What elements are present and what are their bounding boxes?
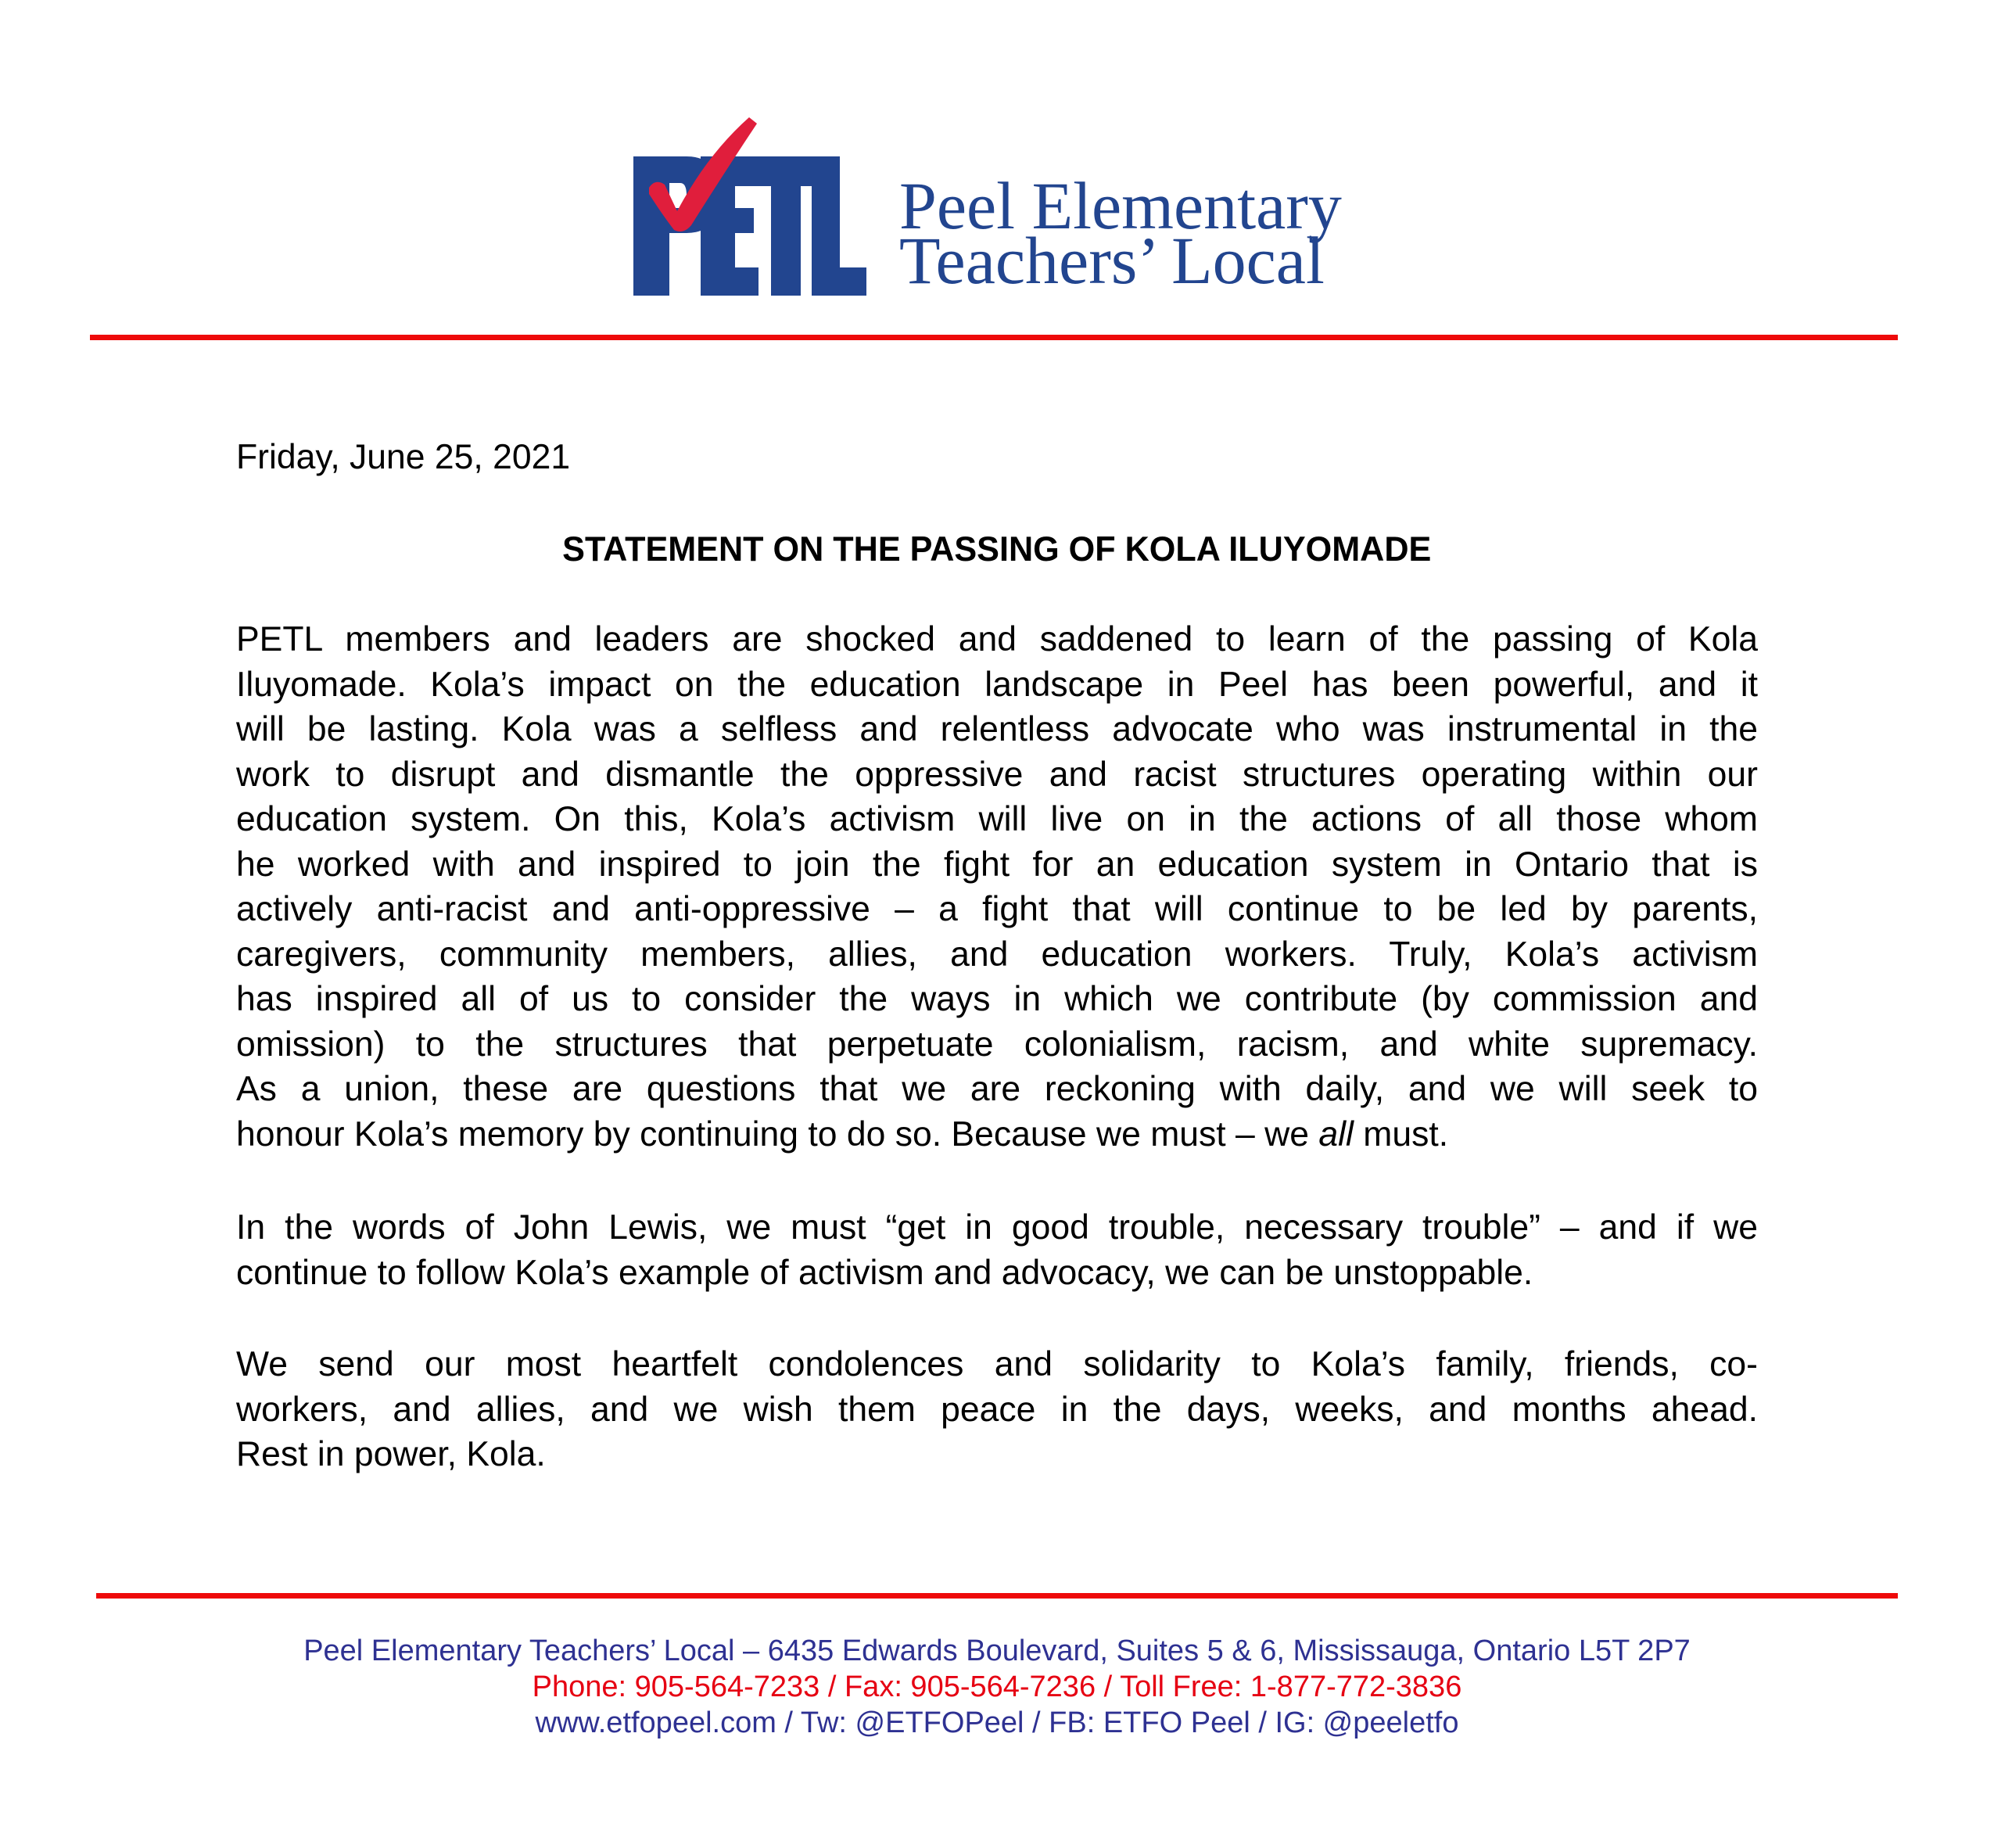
final-line-end: must.	[1353, 1114, 1449, 1154]
paragraph-line-final	[236, 1112, 1758, 1157]
emphasis-all: all	[1318, 1114, 1354, 1154]
final-line-text: honour Kola’s memory by continuing to do so. Because we must – we	[236, 1114, 1319, 1154]
paragraph-line: omission) to the structures that perpetuate colonialism, racism, and white supremacy.	[236, 1024, 1758, 1064]
header-divider	[90, 335, 1898, 340]
footer-phones: Phone: 905-564-7233 / Fax: 905-564-7236 / Toll Free: 1-877-772-3836	[532, 1670, 1462, 1703]
paragraph-line: actively anti-racist and anti-oppressive – a fight that will continue to be led by parents,	[236, 890, 1758, 928]
footer-address: Peel Elementary Teachers’ Local – 6435 Edwards Boulevard, Suites 5 & 6, Mississauga, Ontario L5T 2P7	[303, 1634, 1691, 1667]
paragraph-line: caregivers, community members, allies, and education workers. Truly, Kola’s activism	[236, 935, 1758, 974]
paragraph-2	[236, 1205, 1758, 1295]
org-name	[899, 168, 1342, 298]
paragraph-line: work to disrupt and dismantle the oppressive and racist structures operating within our	[236, 755, 1758, 794]
logo-letter-t	[749, 156, 821, 296]
paragraph-line: workers, and allies, and we wish them peace in the days, weeks, and months ahead.	[236, 1390, 1758, 1429]
org-name-line2: Teachers’ Local	[899, 223, 1325, 298]
paragraph-line: continue to follow Kola’s example of activism and advocacy, we can be unstoppable.	[236, 1253, 1533, 1292]
org-name-line1: Peel Elementary	[899, 168, 1342, 243]
paragraph-line: In the words of John Lewis, we must “get in good trouble, necessary trouble” – and if we	[236, 1208, 1758, 1247]
petl-logo	[632, 116, 866, 297]
paragraph-line: As a union, these are questions that we are reckoning with daily, and we will seek to	[236, 1070, 1758, 1108]
footer	[0, 1633, 1994, 1741]
paragraph-line: education system. On this, Kola’s activism will live on in the actions of all those whom	[236, 800, 1758, 838]
paragraph-line: he worked with and inspired to join the fight for an education system in Ontario that is	[236, 845, 1758, 884]
paragraph-line: PETL members and leaders are shocked and saddened to learn of the passing of Kola	[236, 620, 1758, 658]
paragraph-line: Rest in power, Kola.	[236, 1435, 546, 1473]
letter-date: Friday, June 25, 2021	[236, 438, 571, 476]
footer-social-links[interactable]: www.etfopeel.com / Tw: @ETFOPeel / FB: ETFO Peel / IG: @peeletfo	[535, 1706, 1459, 1739]
footer-divider	[96, 1593, 1898, 1599]
paragraph-line: has inspired all of us to consider the ways in which we contribute (by commission and	[236, 980, 1758, 1018]
statement-title: STATEMENT ON THE PASSING OF KOLA ILUYOMADE	[562, 530, 1432, 569]
paragraph-line: Iluyomade. Kola’s impact on the education landscape in Peel has been powerful, and it	[236, 665, 1758, 704]
statement-title-row	[0, 527, 1994, 572]
logo-letter-l	[812, 156, 866, 296]
paragraph-3	[236, 1342, 1758, 1477]
paragraph-line: will be lasting. Kola was a selfless and relentless advocate who was instrumental in the	[236, 710, 1758, 748]
paragraph-line: We send our most heartfelt condolences and solidarity to Kola’s family, friends, co-	[236, 1345, 1758, 1383]
paragraph-1	[236, 617, 1758, 1157]
